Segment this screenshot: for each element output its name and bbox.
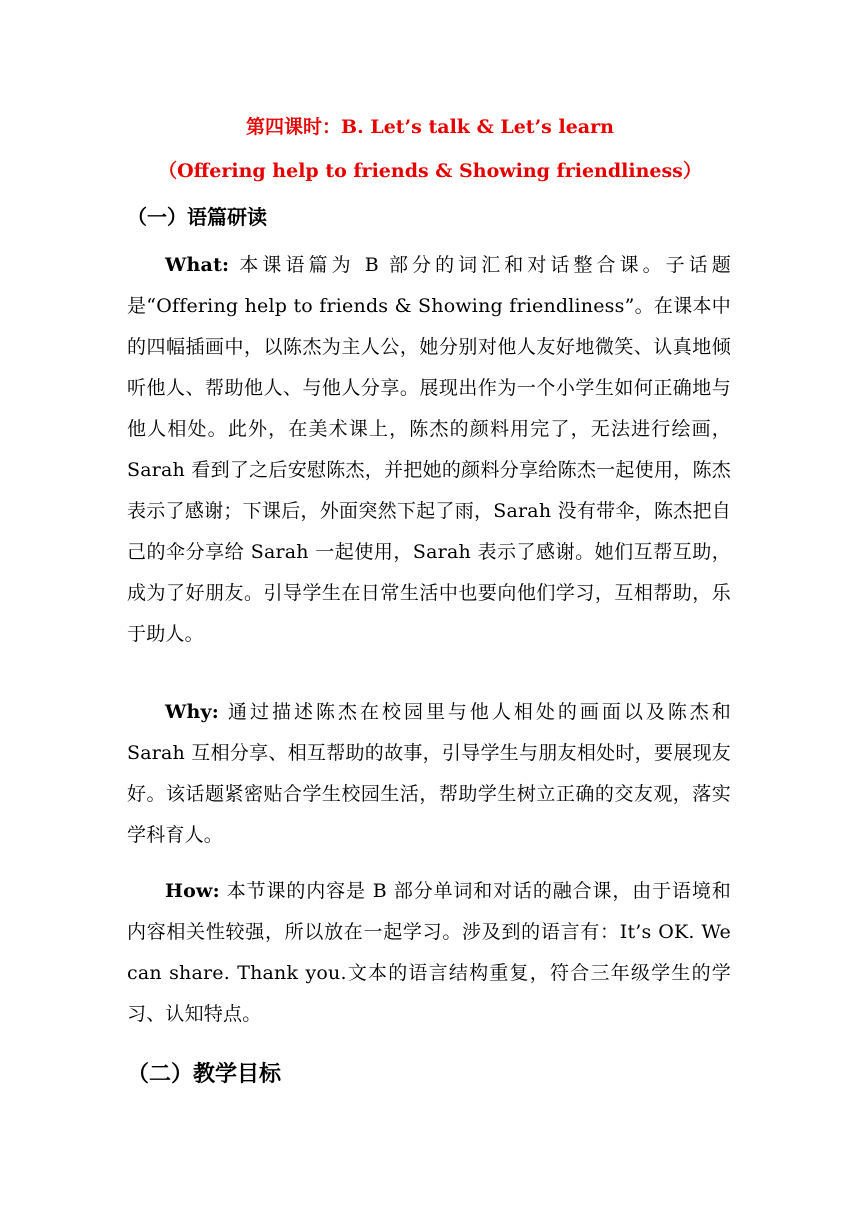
how-paragraph — [127, 871, 731, 1035]
what-text: 本课语篇为 B 部分的词汇和对话整合课。子话题是“Offering help to friends & Showing friendliness”。在课本中的四幅插画中，以陈杰为主人公，她分别对他人友好地微笑、认真地倾听他人、帮助他人、与他人分享。展现出作为一个小学生如何正确地与他人相处。此外，在美术课上，陈杰的颜料用完了，无法进行绘画，Sarah 看到了之后安慰陈杰，并把她的颜料分享给陈杰一起使用，陈杰表示了感谢；下课后，外面突然下起了雨，Sarah 没有带伞，陈杰把自己的伞分享给 Sarah 一起使用，Sarah 表示了感谢。她们互帮互助，成为了好朋友。引导学生在日常生活中也要向他们学习，互相帮助，乐于助人。 — [127, 254, 731, 645]
section-heading-text-analysis: （一）语篇研读 — [127, 205, 267, 229]
section-heading-teaching-objectives: （二）教学目标 — [127, 1061, 282, 1087]
why-label: Why: — [165, 701, 220, 723]
lesson-subtitle: （Offering help to friends & Showing friendliness） — [158, 160, 702, 182]
why-text: 通过描述陈杰在校园里与他人相处的画面以及陈杰和 Sarah 互相分享、相互帮助的故事，引导学生与朋友相处时，要展现友好。该话题紧密贴合学生校园生活，帮助学生树立正确的交友观，落实学科育人。 — [127, 701, 731, 846]
what-paragraph — [127, 245, 731, 655]
how-text: 本节课的内容是 B 部分单词和对话的融合课，由于语境和内容相关性较强，所以放在一起学习。涉及到的语言有：It’s OK. We can share. Thank you.文本的语言结构重复，符合三年级学生的学习、认知特点。 — [127, 880, 731, 1025]
lesson-title: 第四课时：B. Let’s talk & Let’s learn — [246, 116, 614, 138]
how-label: How: — [165, 880, 220, 902]
why-paragraph — [127, 692, 731, 856]
what-label: What: — [165, 254, 230, 276]
